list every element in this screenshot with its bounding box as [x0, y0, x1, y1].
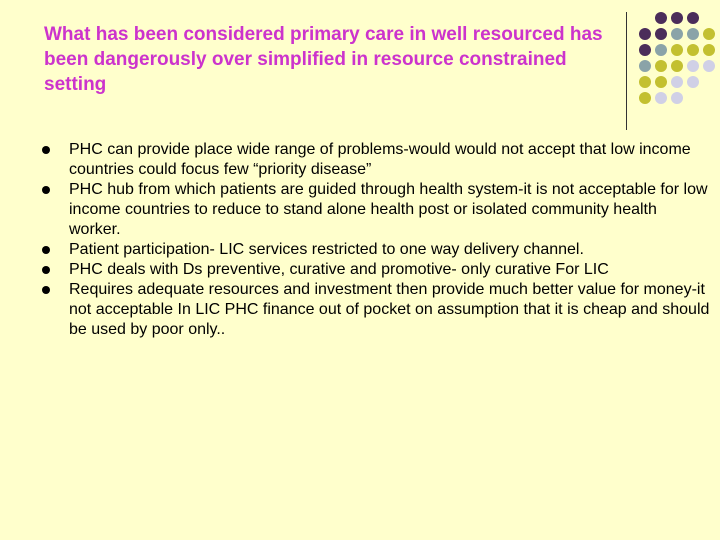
list-item [42, 260, 712, 280]
bullet-text: PHC deals with Ds preventive, curative and promotive- only curative For LIC [69, 261, 609, 278]
decorative-dot [639, 28, 651, 40]
bullet-icon [42, 266, 50, 274]
decorative-dot [655, 44, 667, 56]
decorative-dot [639, 60, 651, 72]
decorative-dot [639, 44, 651, 56]
decorative-dot [655, 12, 667, 24]
list-item [42, 280, 712, 340]
bullet-text: PHC can provide place wide range of problems-would would not accept that low income countries could focus few “priority disease” [69, 141, 691, 178]
decorative-dot [703, 28, 715, 40]
decorative-dot [687, 60, 699, 72]
bullet-text: Patient participation- LIC services restricted to one way delivery channel. [69, 241, 584, 258]
bullet-icon [42, 146, 50, 154]
list-item [42, 140, 712, 180]
decorative-dot-grid [639, 12, 719, 122]
bullet-icon [42, 186, 50, 194]
decorative-dot [687, 76, 699, 88]
decorative-dot [671, 60, 683, 72]
slide-title: What has been considered primary care in well resourced has been dangerously over simplified in resource constrained setting [44, 24, 603, 95]
decorative-dot [703, 60, 715, 72]
bullet-icon [42, 286, 50, 294]
list-item [42, 180, 712, 240]
bullet-list [42, 140, 712, 340]
decorative-dot [639, 92, 651, 104]
decorative-dot [655, 92, 667, 104]
divider-line [626, 12, 627, 130]
bullet-text: PHC hub from which patients are guided through health system-it is not acceptable for low income countries to reduce to stand alone health post or isolated community health worker. [69, 181, 708, 238]
bullet-text: Requires adequate resources and investment then provide much better value for money-it not acceptable In LIC PHC finance out of pocket on assumption that it is cheap and should be used by poor only.. [69, 281, 710, 338]
decorative-dot [671, 44, 683, 56]
decorative-dot [639, 76, 651, 88]
decorative-dot [655, 28, 667, 40]
list-item [42, 240, 712, 260]
decorative-dot [671, 92, 683, 104]
decorative-dot [671, 76, 683, 88]
decorative-dot [687, 12, 699, 24]
decorative-dot [687, 28, 699, 40]
decorative-dot [671, 12, 683, 24]
decorative-dot [655, 60, 667, 72]
decorative-dot [655, 76, 667, 88]
bullet-icon [42, 246, 50, 254]
decorative-dot [671, 28, 683, 40]
decorative-dot [703, 44, 715, 56]
decorative-dot [687, 44, 699, 56]
